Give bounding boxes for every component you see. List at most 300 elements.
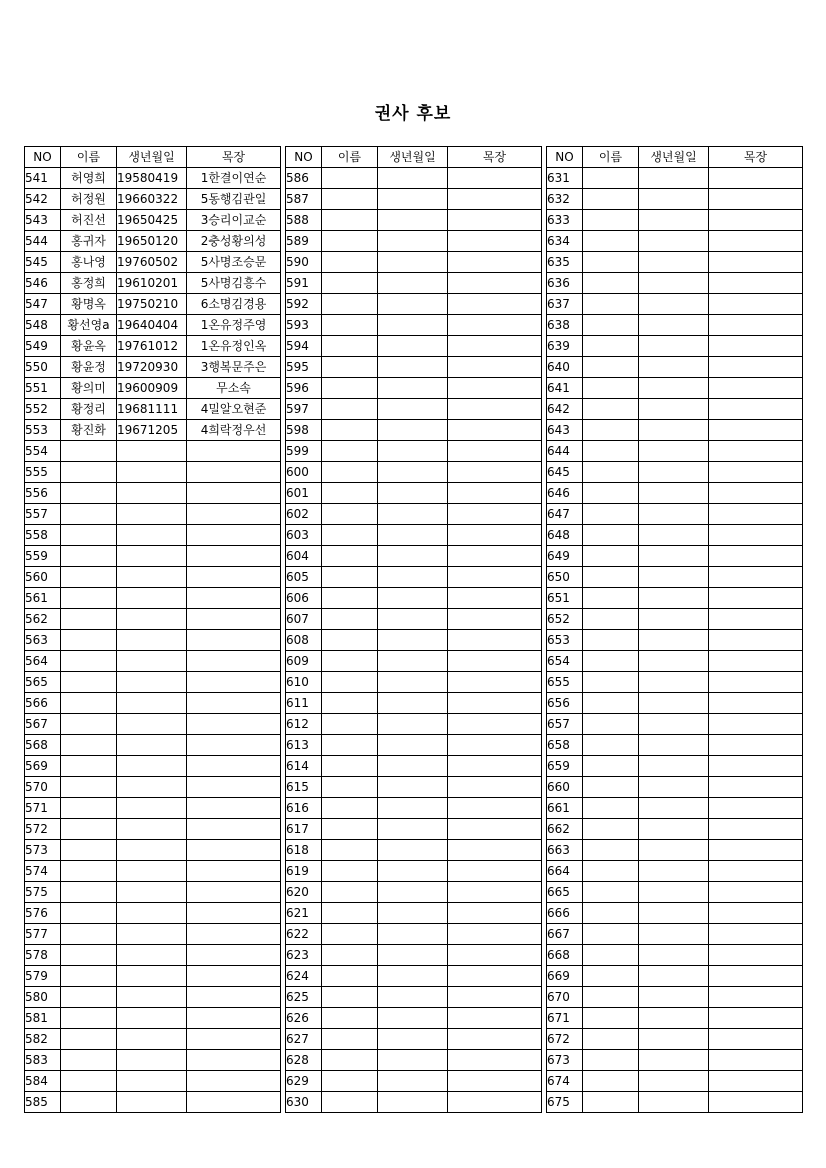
header-name: 이름 xyxy=(583,147,639,168)
cell-name xyxy=(322,819,378,840)
cell-name xyxy=(61,777,117,798)
cell-no: 663 xyxy=(547,840,583,861)
cell-name xyxy=(322,399,378,420)
cell-name xyxy=(583,1008,639,1029)
table-row xyxy=(25,861,281,882)
cell-no: 637 xyxy=(547,294,583,315)
cell-no: 594 xyxy=(286,336,322,357)
cell-mokjang xyxy=(448,504,542,525)
cell-birthdate xyxy=(378,945,448,966)
cell-name: 황정리 xyxy=(61,399,117,420)
cell-birthdate xyxy=(639,483,709,504)
cell-name xyxy=(583,672,639,693)
cell-birthdate xyxy=(378,252,448,273)
cell-mokjang xyxy=(187,1008,281,1029)
cell-no: 600 xyxy=(286,462,322,483)
table-row xyxy=(286,525,542,546)
cell-mokjang xyxy=(448,315,542,336)
cell-name xyxy=(322,357,378,378)
cell-birthdate: 19761012 xyxy=(117,336,187,357)
table-row xyxy=(25,483,281,504)
cell-name xyxy=(583,1071,639,1092)
cell-mokjang xyxy=(709,903,803,924)
cell-no: 649 xyxy=(547,546,583,567)
cell-birthdate xyxy=(639,756,709,777)
cell-name xyxy=(583,378,639,399)
cell-name xyxy=(322,231,378,252)
table-row xyxy=(286,882,542,903)
cell-birthdate xyxy=(639,693,709,714)
cell-mokjang xyxy=(709,210,803,231)
cell-mokjang: 5사명조승문 xyxy=(187,252,281,273)
table-row xyxy=(25,756,281,777)
cell-mokjang xyxy=(448,903,542,924)
cell-name xyxy=(583,336,639,357)
table-row xyxy=(25,1092,281,1113)
cell-name xyxy=(583,777,639,798)
table-row xyxy=(25,378,281,399)
cell-name: 황윤옥 xyxy=(61,336,117,357)
table-row xyxy=(286,798,542,819)
cell-birthdate xyxy=(378,882,448,903)
cell-no: 556 xyxy=(25,483,61,504)
cell-birthdate xyxy=(639,420,709,441)
table-row xyxy=(547,609,803,630)
cell-birthdate: 19720930 xyxy=(117,357,187,378)
cell-name xyxy=(61,1008,117,1029)
cell-birthdate xyxy=(117,1071,187,1092)
cell-name xyxy=(583,798,639,819)
cell-mokjang xyxy=(709,756,803,777)
table-row xyxy=(547,504,803,525)
table-row xyxy=(547,945,803,966)
table-row xyxy=(286,777,542,798)
cell-name xyxy=(583,546,639,567)
cell-birthdate xyxy=(639,336,709,357)
cell-birthdate xyxy=(117,840,187,861)
cell-mokjang xyxy=(709,504,803,525)
cell-mokjang xyxy=(709,1008,803,1029)
cell-mokjang xyxy=(448,966,542,987)
cell-birthdate xyxy=(639,357,709,378)
table-row xyxy=(547,777,803,798)
cell-birthdate xyxy=(639,189,709,210)
cell-mokjang xyxy=(187,630,281,651)
cell-birthdate xyxy=(639,777,709,798)
cell-name xyxy=(61,1092,117,1113)
cell-name xyxy=(61,483,117,504)
cell-no: 633 xyxy=(547,210,583,231)
cell-no: 591 xyxy=(286,273,322,294)
cell-mokjang: 2충성황의성 xyxy=(187,231,281,252)
cell-name xyxy=(61,840,117,861)
table-row xyxy=(25,231,281,252)
table-row xyxy=(286,294,542,315)
cell-mokjang xyxy=(448,756,542,777)
cell-mokjang xyxy=(448,945,542,966)
table-row xyxy=(547,798,803,819)
cell-name xyxy=(61,861,117,882)
cell-name xyxy=(61,651,117,672)
cell-name xyxy=(583,189,639,210)
table-row xyxy=(286,945,542,966)
cell-mokjang xyxy=(187,1029,281,1050)
roster-table-1 xyxy=(24,146,281,1113)
cell-mokjang: 6소명김경용 xyxy=(187,294,281,315)
table-row xyxy=(25,777,281,798)
table-row xyxy=(286,609,542,630)
cell-birthdate xyxy=(117,861,187,882)
table-row xyxy=(547,210,803,231)
cell-mokjang xyxy=(187,483,281,504)
cell-birthdate xyxy=(639,672,709,693)
table-row xyxy=(25,273,281,294)
cell-no: 601 xyxy=(286,483,322,504)
cell-birthdate xyxy=(378,1029,448,1050)
cell-mokjang xyxy=(448,336,542,357)
cell-name xyxy=(583,399,639,420)
table-row xyxy=(547,168,803,189)
table-row xyxy=(286,966,542,987)
table-row xyxy=(286,273,542,294)
cell-birthdate: 19671205 xyxy=(117,420,187,441)
cell-mokjang xyxy=(709,651,803,672)
cell-mokjang xyxy=(187,840,281,861)
table-row xyxy=(286,357,542,378)
cell-no: 582 xyxy=(25,1029,61,1050)
cell-mokjang xyxy=(448,714,542,735)
cell-birthdate xyxy=(378,294,448,315)
cell-mokjang xyxy=(709,777,803,798)
table-row xyxy=(286,735,542,756)
cell-birthdate xyxy=(378,483,448,504)
cell-no: 639 xyxy=(547,336,583,357)
cell-no: 555 xyxy=(25,462,61,483)
table-row xyxy=(286,504,542,525)
cell-mokjang: 5동행김관일 xyxy=(187,189,281,210)
cell-no: 613 xyxy=(286,735,322,756)
cell-no: 608 xyxy=(286,630,322,651)
table-row xyxy=(25,168,281,189)
table-row xyxy=(547,462,803,483)
cell-mokjang xyxy=(709,294,803,315)
table-row xyxy=(25,798,281,819)
cell-mokjang xyxy=(709,441,803,462)
cell-no: 627 xyxy=(286,1029,322,1050)
cell-mokjang xyxy=(448,1071,542,1092)
cell-no: 606 xyxy=(286,588,322,609)
table-row xyxy=(286,588,542,609)
cell-birthdate xyxy=(639,1071,709,1092)
cell-no: 579 xyxy=(25,966,61,987)
cell-no: 598 xyxy=(286,420,322,441)
roster-table-2 xyxy=(285,146,542,1113)
cell-mokjang xyxy=(187,987,281,1008)
cell-name xyxy=(61,630,117,651)
cell-no: 609 xyxy=(286,651,322,672)
cell-birthdate xyxy=(117,1008,187,1029)
table-row xyxy=(547,588,803,609)
cell-birthdate xyxy=(639,651,709,672)
table-row xyxy=(25,945,281,966)
table-row xyxy=(547,294,803,315)
cell-birthdate: 19600909 xyxy=(117,378,187,399)
cell-mokjang xyxy=(187,672,281,693)
cell-no: 576 xyxy=(25,903,61,924)
cell-name xyxy=(322,441,378,462)
cell-no: 645 xyxy=(547,462,583,483)
cell-birthdate xyxy=(639,924,709,945)
table-row xyxy=(286,693,542,714)
cell-name xyxy=(583,357,639,378)
cell-birthdate xyxy=(639,378,709,399)
cell-mokjang xyxy=(448,1029,542,1050)
cell-mokjang xyxy=(709,1050,803,1071)
cell-mokjang xyxy=(709,714,803,735)
cell-name: 황의미 xyxy=(61,378,117,399)
cell-birthdate xyxy=(378,987,448,1008)
cell-no: 646 xyxy=(547,483,583,504)
cell-no: 561 xyxy=(25,588,61,609)
cell-no: 597 xyxy=(286,399,322,420)
cell-no: 622 xyxy=(286,924,322,945)
cell-no: 564 xyxy=(25,651,61,672)
cell-no: 650 xyxy=(547,567,583,588)
table-row xyxy=(286,567,542,588)
table-row xyxy=(547,483,803,504)
cell-mokjang xyxy=(448,777,542,798)
cell-birthdate xyxy=(378,693,448,714)
cell-no: 624 xyxy=(286,966,322,987)
cell-no: 635 xyxy=(547,252,583,273)
cell-name xyxy=(322,630,378,651)
cell-name xyxy=(583,252,639,273)
cell-name xyxy=(322,966,378,987)
cell-name xyxy=(583,924,639,945)
cell-no: 557 xyxy=(25,504,61,525)
cell-mokjang xyxy=(709,357,803,378)
table-row xyxy=(547,672,803,693)
cell-mokjang: 1한결이연순 xyxy=(187,168,281,189)
table-row xyxy=(25,357,281,378)
table-row xyxy=(286,231,542,252)
cell-name xyxy=(583,1050,639,1071)
cell-no: 667 xyxy=(547,924,583,945)
cell-birthdate xyxy=(639,1029,709,1050)
cell-birthdate xyxy=(117,462,187,483)
header-mokjang: 목장 xyxy=(709,147,803,168)
table-row xyxy=(25,315,281,336)
cell-name xyxy=(583,504,639,525)
cell-birthdate xyxy=(117,987,187,1008)
cell-mokjang xyxy=(187,588,281,609)
cell-mokjang xyxy=(709,1071,803,1092)
cell-mokjang xyxy=(187,945,281,966)
cell-birthdate xyxy=(117,525,187,546)
cell-name xyxy=(583,735,639,756)
cell-name xyxy=(61,588,117,609)
cell-no: 664 xyxy=(547,861,583,882)
table-row xyxy=(25,651,281,672)
cell-mokjang xyxy=(187,609,281,630)
cell-name xyxy=(61,1029,117,1050)
cell-mokjang xyxy=(448,1050,542,1071)
cell-birthdate xyxy=(117,672,187,693)
page-title: 권사 후보 xyxy=(374,104,452,124)
cell-birthdate: 19580419 xyxy=(117,168,187,189)
cell-mokjang xyxy=(187,441,281,462)
cell-birthdate xyxy=(639,714,709,735)
cell-birthdate xyxy=(639,840,709,861)
table-row xyxy=(547,1071,803,1092)
header-birthdate: 생년월일 xyxy=(378,147,448,168)
table-row xyxy=(286,420,542,441)
cell-no: 554 xyxy=(25,441,61,462)
cell-no: 551 xyxy=(25,378,61,399)
table-row xyxy=(286,1050,542,1071)
table-row xyxy=(25,294,281,315)
cell-name xyxy=(322,567,378,588)
cell-no: 563 xyxy=(25,630,61,651)
table-row xyxy=(547,399,803,420)
cell-no: 552 xyxy=(25,399,61,420)
cell-birthdate xyxy=(378,651,448,672)
cell-no: 618 xyxy=(286,840,322,861)
cell-birthdate xyxy=(639,1008,709,1029)
cell-no: 565 xyxy=(25,672,61,693)
cell-no: 562 xyxy=(25,609,61,630)
cell-mokjang xyxy=(709,273,803,294)
cell-name xyxy=(322,756,378,777)
cell-mokjang xyxy=(187,546,281,567)
cell-birthdate xyxy=(639,567,709,588)
cell-name xyxy=(583,714,639,735)
cell-mokjang xyxy=(448,357,542,378)
cell-mokjang xyxy=(448,189,542,210)
cell-no: 586 xyxy=(286,168,322,189)
cell-mokjang xyxy=(448,1092,542,1113)
table-row xyxy=(286,651,542,672)
cell-name xyxy=(61,462,117,483)
cell-mokjang xyxy=(448,672,542,693)
cell-no: 630 xyxy=(286,1092,322,1113)
cell-mokjang xyxy=(187,1050,281,1071)
table-row xyxy=(286,924,542,945)
cell-name xyxy=(583,966,639,987)
table-row xyxy=(286,336,542,357)
cell-mokjang xyxy=(448,924,542,945)
cell-birthdate xyxy=(639,168,709,189)
table-row xyxy=(547,735,803,756)
cell-birthdate xyxy=(378,399,448,420)
cell-no: 661 xyxy=(547,798,583,819)
table-row xyxy=(547,1029,803,1050)
cell-name xyxy=(583,210,639,231)
cell-no: 603 xyxy=(286,525,322,546)
cell-name xyxy=(61,1071,117,1092)
cell-name: 홍귀자 xyxy=(61,231,117,252)
cell-name xyxy=(61,609,117,630)
table-row xyxy=(286,1092,542,1113)
cell-name xyxy=(322,882,378,903)
roster-table-3 xyxy=(546,146,803,1113)
cell-name xyxy=(322,420,378,441)
cell-no: 559 xyxy=(25,546,61,567)
cell-mokjang xyxy=(187,882,281,903)
cell-name xyxy=(61,714,117,735)
cell-birthdate xyxy=(117,609,187,630)
cell-no: 626 xyxy=(286,1008,322,1029)
table-row xyxy=(25,966,281,987)
table-row xyxy=(286,546,542,567)
cell-mokjang xyxy=(448,609,542,630)
cell-birthdate xyxy=(378,672,448,693)
cell-mokjang xyxy=(448,735,542,756)
table-row xyxy=(286,315,542,336)
cell-mokjang xyxy=(187,1092,281,1113)
cell-name xyxy=(583,609,639,630)
cell-no: 566 xyxy=(25,693,61,714)
header-name: 이름 xyxy=(61,147,117,168)
cell-mokjang xyxy=(448,168,542,189)
cell-birthdate xyxy=(639,798,709,819)
table-row xyxy=(286,210,542,231)
cell-name xyxy=(61,525,117,546)
cell-name xyxy=(61,903,117,924)
cell-birthdate xyxy=(378,588,448,609)
cell-no: 595 xyxy=(286,357,322,378)
cell-no: 671 xyxy=(547,1008,583,1029)
cell-name xyxy=(322,1029,378,1050)
cell-birthdate xyxy=(639,882,709,903)
table-row xyxy=(25,672,281,693)
cell-name xyxy=(583,273,639,294)
cell-name xyxy=(322,987,378,1008)
table-row xyxy=(547,693,803,714)
table-row xyxy=(286,483,542,504)
cell-no: 592 xyxy=(286,294,322,315)
table-row xyxy=(286,819,542,840)
cell-birthdate xyxy=(378,861,448,882)
cell-mokjang xyxy=(709,840,803,861)
cell-mokjang xyxy=(187,735,281,756)
cell-name xyxy=(322,735,378,756)
cell-mokjang xyxy=(187,567,281,588)
cell-birthdate xyxy=(378,567,448,588)
table-row xyxy=(286,168,542,189)
cell-birthdate: 19750210 xyxy=(117,294,187,315)
cell-mokjang xyxy=(187,924,281,945)
cell-name xyxy=(583,840,639,861)
cell-mokjang xyxy=(187,525,281,546)
cell-name xyxy=(61,504,117,525)
table-row xyxy=(547,420,803,441)
table-row xyxy=(25,924,281,945)
cell-name: 홍나영 xyxy=(61,252,117,273)
cell-no: 669 xyxy=(547,966,583,987)
cell-no: 575 xyxy=(25,882,61,903)
cell-mokjang xyxy=(448,693,542,714)
cell-no: 615 xyxy=(286,777,322,798)
cell-no: 610 xyxy=(286,672,322,693)
cell-birthdate xyxy=(378,420,448,441)
cell-name xyxy=(583,756,639,777)
cell-mokjang: 1온유정주영 xyxy=(187,315,281,336)
cell-birthdate xyxy=(378,231,448,252)
cell-name xyxy=(322,651,378,672)
cell-no: 573 xyxy=(25,840,61,861)
header-no: NO xyxy=(286,147,322,168)
